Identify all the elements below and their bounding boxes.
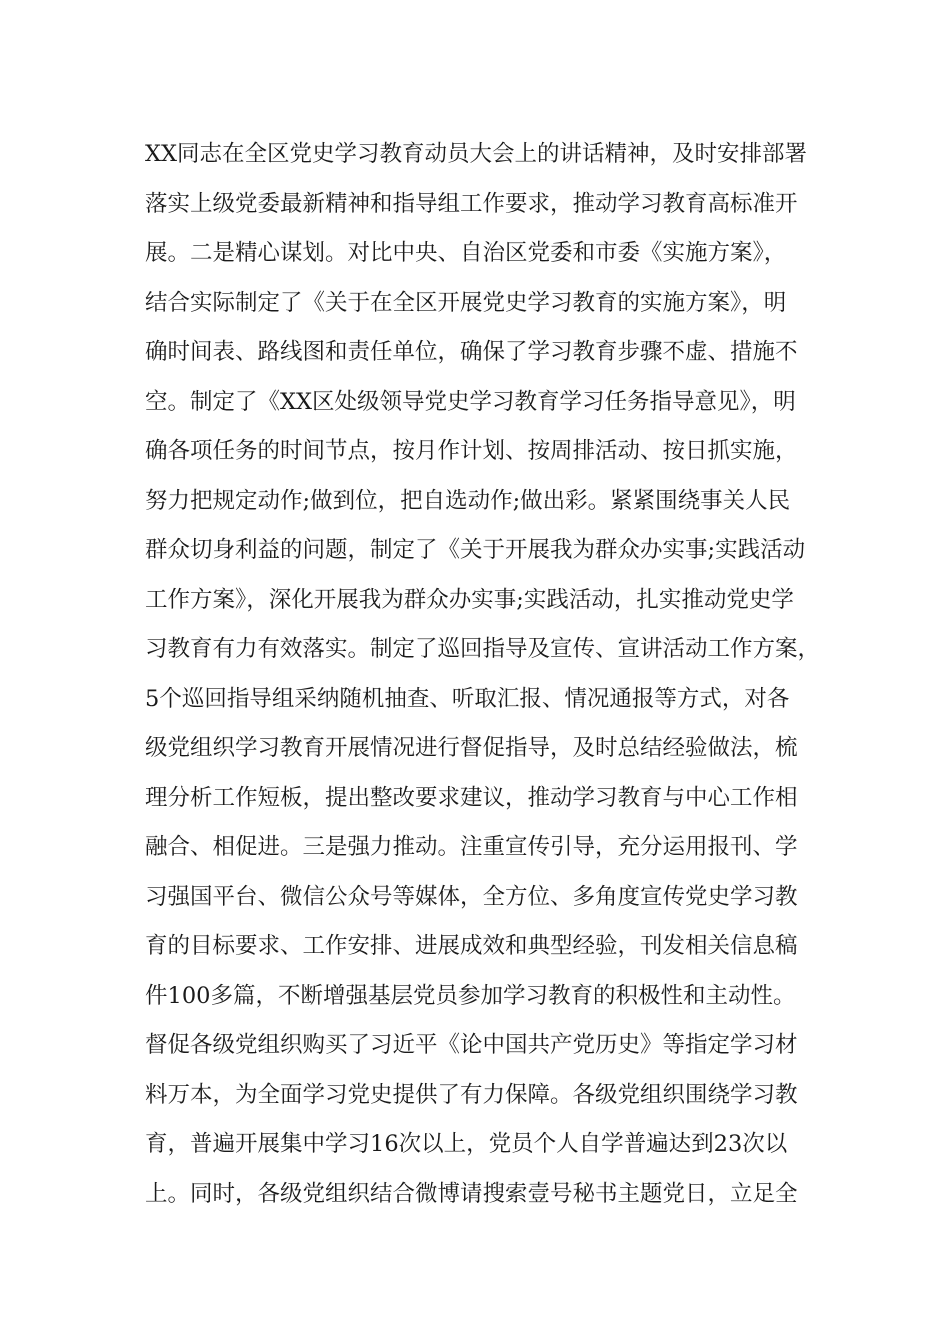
text-line: 5个巡回指导组采纳随机抽查、听取汇报、情况通报等方式，对各 — [145, 685, 790, 712]
text-line: 展。二是精心谋划。对比中央、自治区党委和市委《实施方案》， — [145, 240, 787, 266]
text-line: 空。制定了《XX区处级领导党史学习教育学习任务指导意见》，明 — [145, 388, 796, 415]
text-line: 料万本，为全面学习党史提供了有力保障。各级党组织围绕学习教 — [145, 1081, 798, 1108]
text-line: 工作方案》，深化开展我为群众办实事;实践活动，扎实推动党史学 — [145, 586, 794, 613]
text-line: 级党组织学习教育开展情况进行督促指导，及时总结经验做法，梳 — [145, 735, 798, 761]
text-line: 确各项任务的时间节点，按月作计划、按周排活动、按日抓实施， — [145, 438, 798, 464]
text-line: 督促各级党组织购买了习近平《论中国共产党历史》等指定学习材 — [145, 1032, 798, 1058]
text-line: 习强国平台、微信公众号等媒体，全方位、多角度宣传党史学习教 — [145, 883, 798, 910]
text-line: 习教育有力有效落实。制定了巡回指导及宣传、宣讲活动工作方案， — [145, 636, 821, 662]
text-line: 群众切身利益的问题，制定了《关于开展我为群众办实事;实践活动 — [145, 537, 806, 563]
body-text — [145, 130, 835, 1219]
text-line: 件100多篇，不断增强基层党员参加学习教育的积极性和主动性。 — [145, 982, 796, 1009]
text-line: 理分析工作短板，提出整改要求建议，推动学习教育与中心工作相 — [145, 784, 798, 811]
text-line: 努力把规定动作;做到位，把自选动作;做出彩。紧紧围绕事关人民 — [145, 487, 791, 514]
text-line: 融合、相促进。三是强力推动。注重宣传引导，充分运用报刊、学 — [145, 834, 798, 860]
text-line: 育的目标要求、工作安排、进展成效和典型经验，刊发相关信息稿 — [145, 933, 798, 959]
text-line: 确时间表、路线图和责任单位，确保了学习教育步骤不虚、措施不 — [145, 339, 798, 365]
text-line: 结合实际制定了《关于在全区开展党史学习教育的实施方案》，明 — [145, 289, 787, 316]
text-line: XX同志在全区党史学习教育动员大会上的讲话精神，及时安排部署 — [145, 141, 808, 167]
text-line: 落实上级党委最新精神和指导组工作要求，推动学习教育高标准开 — [145, 190, 798, 217]
text-line: 上。同时，各级党组织结合微博请搜索壹号秘书主题党日，立足全 — [145, 1180, 798, 1207]
text-line: 育，普遍开展集中学习16次以上，党员个人自学普遍达到23次以 — [145, 1131, 788, 1157]
